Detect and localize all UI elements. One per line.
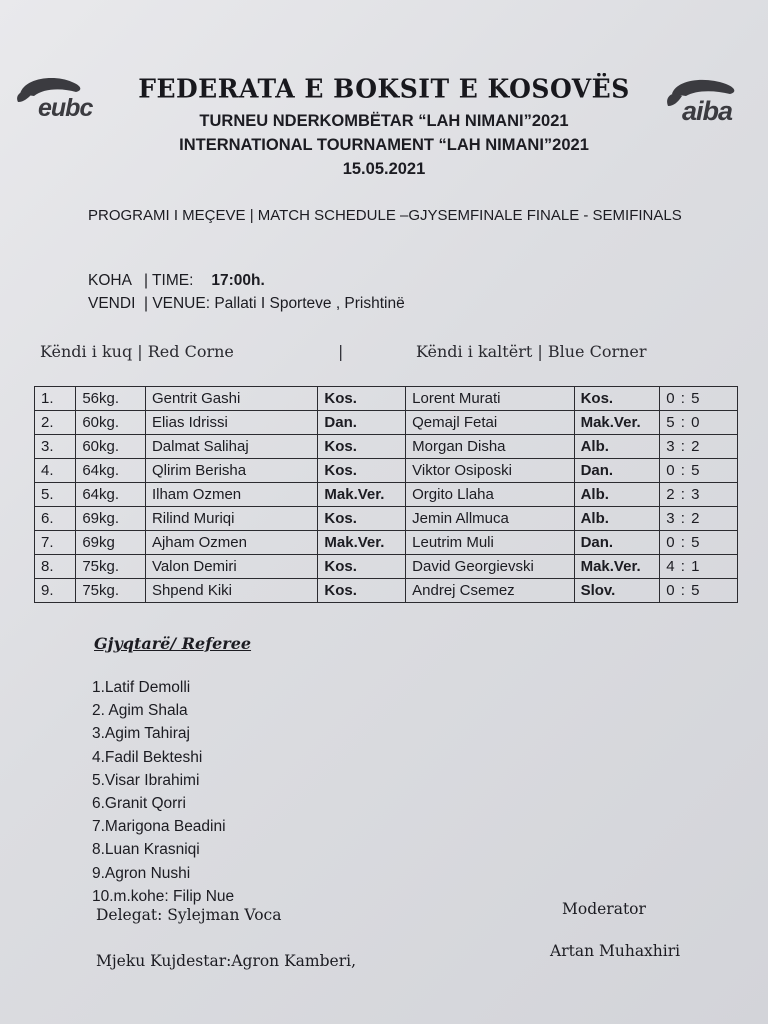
bouts-table: [34, 386, 738, 603]
referee-list: [92, 676, 234, 908]
bout-row: [35, 435, 738, 459]
referee-item: 8.Luan Krasniqi: [92, 841, 200, 859]
blue-corner-country: Mak.Ver.: [574, 555, 660, 579]
bout-score: 3 : 2: [660, 435, 738, 459]
weight-class: 64kg.: [76, 483, 146, 507]
red-corner-boxer: Rilind Muriqi: [145, 507, 317, 531]
bout-row: [35, 555, 738, 579]
red-corner-country: Kos.: [318, 387, 406, 411]
weight-class: 69kg.: [76, 507, 146, 531]
red-corner-boxer: Valon Demiri: [145, 555, 317, 579]
bout-score: 4 : 1: [660, 555, 738, 579]
bout-number: 3.: [35, 435, 76, 459]
bout-score: 2 : 3: [660, 483, 738, 507]
bouts-table-body: [35, 387, 738, 603]
red-corner-country: Dan.: [318, 411, 406, 435]
red-corner-country: Mak.Ver.: [318, 531, 406, 555]
weight-class: 64kg.: [76, 459, 146, 483]
eubc-logo: eubc: [14, 72, 106, 128]
tournament-title-albanian: TURNEU NDERKOMBËTAR “LAH NIMANI”2021: [199, 112, 569, 130]
blue-corner-boxer: Viktor Osiposki: [406, 459, 574, 483]
weight-class: 75kg.: [76, 555, 146, 579]
bout-row: [35, 483, 738, 507]
blue-corner-heading: Këndi i kaltërt | Blue Corner: [416, 342, 647, 361]
referee-item: 6.Granit Qorri: [92, 795, 186, 813]
red-corner-boxer: Shpend Kiki: [145, 579, 317, 603]
blue-corner-country: Alb.: [574, 507, 660, 531]
aiba-logo: aiba: [664, 74, 750, 130]
blue-corner-country: Alb.: [574, 483, 660, 507]
weight-class: 69kg: [76, 531, 146, 555]
referee-item: 7.Marigona Beadini: [92, 818, 226, 836]
bout-row: [35, 387, 738, 411]
red-corner-boxer: Dalmat Salihaj: [145, 435, 317, 459]
time-line: [88, 272, 265, 290]
weight-class: 75kg.: [76, 579, 146, 603]
referee-item: 5.Visar Ibrahimi: [92, 771, 200, 789]
blue-corner-country: Dan.: [574, 531, 660, 555]
tournament-date: 15.05.2021: [342, 160, 426, 178]
bout-number: 9.: [35, 579, 76, 603]
bout-number: 8.: [35, 555, 76, 579]
bout-number: 5.: [35, 483, 76, 507]
red-corner-boxer: Qlirim Berisha: [145, 459, 317, 483]
federation-title: FEDERATA E BOKSIT E KOSOVËS: [138, 73, 630, 104]
tournament-title-english: INTERNATIONAL TOURNAMENT “LAH NIMANI”2021: [179, 136, 589, 154]
blue-corner-country: Mak.Ver.: [574, 411, 660, 435]
corner-separator: |: [338, 342, 344, 361]
blue-corner-boxer: Andrej Csemez: [406, 579, 574, 603]
referee-item: 1.Latif Demolli: [92, 679, 191, 696]
bout-row: [35, 411, 738, 435]
blue-corner-boxer: Leutrim Muli: [406, 531, 574, 555]
bout-score: 0 : 5: [660, 579, 738, 603]
bout-score: 0 : 5: [660, 459, 738, 483]
red-corner-country: Kos.: [318, 507, 406, 531]
red-corner-country: Kos.: [318, 579, 406, 603]
delegate: Delegat: Sylejman Voca: [96, 906, 282, 924]
bout-number: 1.: [35, 387, 76, 411]
red-corner-country: Mak.Ver.: [318, 483, 406, 507]
bout-score: 0 : 5: [660, 531, 738, 555]
doctor-on-duty: Mjeku Kujdestar:Agron Kamberi,: [96, 952, 357, 970]
blue-corner-country: Dan.: [574, 459, 660, 483]
weight-class: 60kg.: [76, 435, 146, 459]
blue-corner-country: Slov.: [574, 579, 660, 603]
red-corner-boxer: Ajham Ozmen: [145, 531, 317, 555]
venue-value: Pallati I Sporteve , Prishtinë: [214, 295, 405, 312]
weight-class: 60kg.: [76, 411, 146, 435]
time-value: 17:00h.: [211, 272, 265, 289]
bout-score: 3 : 2: [660, 507, 738, 531]
blue-corner-boxer: Orgito Llaha: [406, 483, 574, 507]
referee-item: 2. Agim Shala: [92, 702, 188, 720]
referee-title: Gjyqtarë/ Referee: [94, 634, 252, 653]
red-corner-boxer: Ilham Ozmen: [145, 483, 317, 507]
blue-corner-boxer: Morgan Disha: [406, 435, 574, 459]
blue-corner-boxer: David Georgievski: [406, 555, 574, 579]
blue-corner-country: Alb.: [574, 435, 660, 459]
moderator-label: Moderator: [562, 900, 646, 918]
bout-row: [35, 507, 738, 531]
red-corner-boxer: Elias Idrissi: [145, 411, 317, 435]
moderator-name: Artan Muhaxhiri: [550, 942, 681, 960]
referee-item: 9.Agron Nushi: [92, 864, 191, 882]
referee-item: 10.m.kohe: Filip Nue: [92, 887, 235, 905]
red-corner-heading: Këndi i kuq | Red Corne: [40, 342, 234, 361]
referee-item: 4.Fadil Bekteshi: [92, 748, 203, 766]
venue-label: VENDI | VENUE:: [88, 295, 211, 312]
red-corner-country: Kos.: [318, 555, 406, 579]
blue-corner-boxer: Lorent Murati: [406, 387, 574, 411]
bout-number: 6.: [35, 507, 76, 531]
venue-line: [88, 295, 405, 313]
bout-number: 2.: [35, 411, 76, 435]
bout-score: 0 : 5: [660, 387, 738, 411]
blue-corner-boxer: Qemajl Fetai: [406, 411, 574, 435]
bout-row: [35, 531, 738, 555]
time-label: KOHA | TIME:: [88, 272, 194, 289]
blue-corner-country: Kos.: [574, 387, 660, 411]
bout-number: 4.: [35, 459, 76, 483]
program-title: PROGRAMI I MEÇEVE | MATCH SCHEDULE –GJYSEMFINALE FINALE - SEMIFINALS: [88, 207, 682, 224]
red-corner-country: Kos.: [318, 459, 406, 483]
red-corner-country: Kos.: [318, 435, 406, 459]
red-corner-boxer: Gentrit Gashi: [145, 387, 317, 411]
bout-number: 7.: [35, 531, 76, 555]
blue-corner-boxer: Jemin Allmuca: [406, 507, 574, 531]
bout-score: 5 : 0: [660, 411, 738, 435]
bout-row: [35, 459, 738, 483]
referee-item: 3.Agim Tahiraj: [92, 725, 190, 743]
bout-row: [35, 579, 738, 603]
weight-class: 56kg.: [76, 387, 146, 411]
